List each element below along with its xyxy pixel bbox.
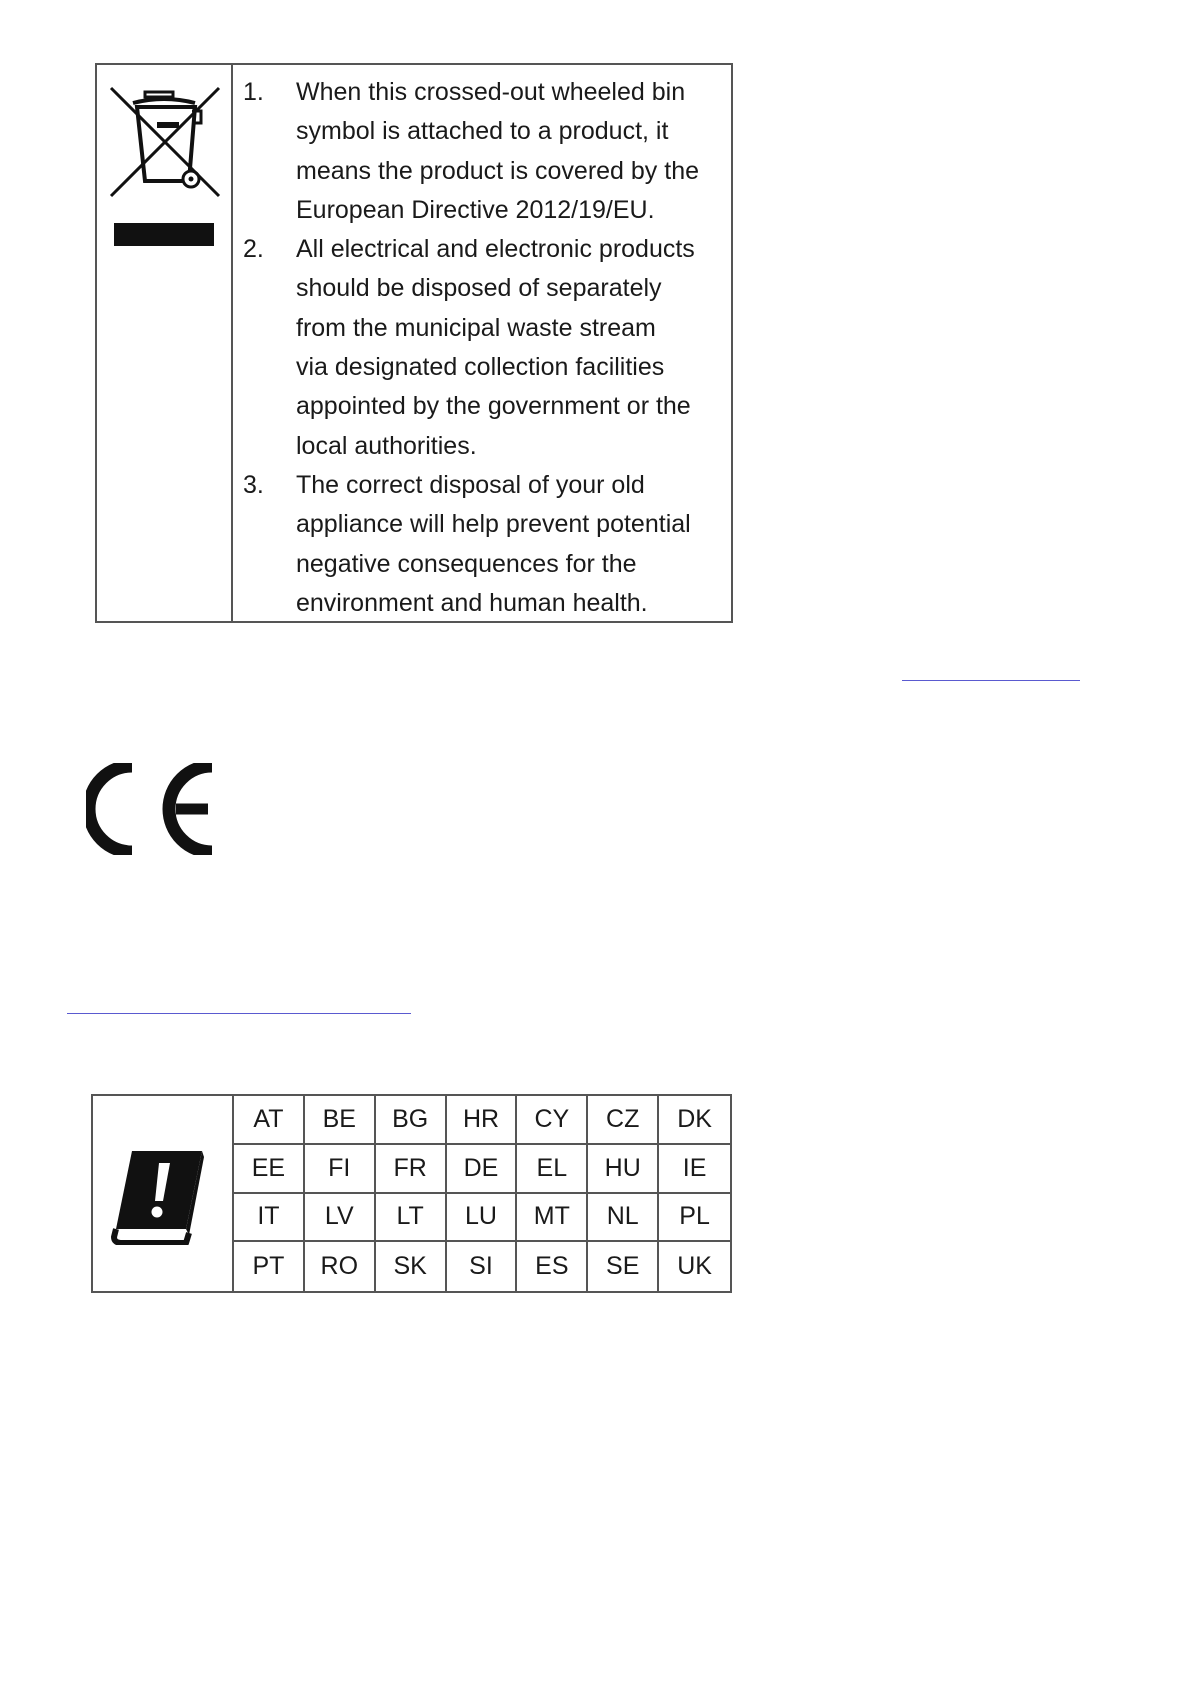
hyperlink-underline[interactable]: [67, 1013, 411, 1014]
country-code: BE: [305, 1096, 376, 1145]
country-code: PT: [234, 1242, 305, 1291]
country-code: EL: [517, 1145, 588, 1194]
country-code: UK: [677, 1252, 712, 1281]
list-item-text: All electrical and electronic products should be disposed of separately from the municipal waste stream via designated collection facilities appointed by the government or the local authorities.: [296, 235, 695, 460]
country-code: DE: [447, 1145, 518, 1194]
crossed-out-wheeled-bin-icon: [107, 75, 221, 250]
ce-mark-icon: [86, 763, 222, 855]
country-code: DK: [659, 1096, 730, 1145]
list-item: [243, 230, 721, 466]
warning-manual-icon: [110, 1147, 210, 1245]
list-item-number: 3.: [243, 470, 264, 499]
country-code: FR: [376, 1145, 447, 1194]
list-item-number: 2.: [243, 235, 264, 264]
list-item-text: When this crossed-out wheeled bin symbol is attached to a product, it means the product is covered by the European Directive 2012/19/EU.: [296, 78, 700, 224]
country-code: NL: [588, 1194, 659, 1243]
country-code: FI: [305, 1145, 376, 1194]
country-code: IE: [659, 1145, 730, 1194]
country-code: AT: [234, 1096, 305, 1145]
weee-list: [243, 73, 721, 623]
list-item: [243, 466, 721, 623]
country-code: HU: [588, 1145, 659, 1194]
weee-icon-cell: [97, 65, 233, 621]
country-code: IT: [234, 1194, 305, 1243]
country-code: SI: [447, 1242, 518, 1291]
country-code: ES: [517, 1242, 588, 1291]
country-code: CZ: [588, 1096, 659, 1145]
country-code: LT: [376, 1194, 447, 1243]
list-item-text: The correct disposal of your old appliance will help prevent potential negative consequences for the environment and human health.: [296, 470, 691, 617]
country-code: RO: [305, 1242, 376, 1291]
country-code: SK: [376, 1242, 447, 1291]
country-code: HR: [447, 1096, 518, 1145]
weee-text-cell: [233, 65, 731, 621]
country-code: SE: [588, 1242, 659, 1291]
country-code: MT: [517, 1194, 588, 1243]
hyperlink-underline[interactable]: [902, 680, 1080, 681]
country-table: [91, 1094, 732, 1293]
country-code: LV: [305, 1194, 376, 1243]
country-icon-cell: [93, 1096, 234, 1291]
weee-table: [95, 63, 733, 623]
list-item: [243, 73, 721, 230]
country-code: LU: [447, 1194, 518, 1243]
country-code: BG: [376, 1096, 447, 1145]
country-grid: [234, 1096, 730, 1291]
country-code: PL: [659, 1194, 730, 1243]
country-code: CY: [517, 1096, 588, 1145]
country-code: EE: [234, 1145, 305, 1194]
list-item-number: 1.: [243, 78, 264, 106]
